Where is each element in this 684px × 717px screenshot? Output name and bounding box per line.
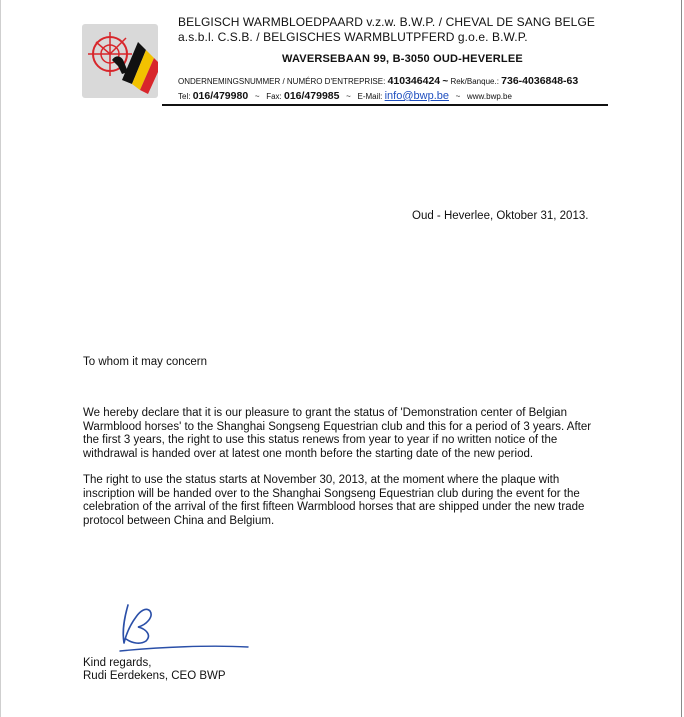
company-number-label: ONDERNEMINGSNUMMER / NUMÉRO D'ENTREPRISE: <box>178 77 386 86</box>
bank-label: Rek/Banque.: <box>450 77 499 86</box>
email-link[interactable]: info@bwp.be <box>384 90 449 102</box>
separator: ~ <box>455 92 461 101</box>
organization-name-line1: BELGISCH WARMBLOEDPAARD v.z.w. B.W.P. / CHEVAL DE SANG BELGE <box>178 15 595 29</box>
letter-date: Oud - Heverlee, Oktober 31, 2013. <box>412 210 589 222</box>
paragraph-1: We hereby declare that it is our pleasure to grant the status of 'Demonstration center of Belgian Warmblood horses' to the Shanghai Songseng Equestrian club and this for a period of 3 years. After the first 3 years, the right to use this status renews from year to year if no written notice of the withdrawal is handed over at latest one month before the starting date of the new period. <box>83 407 592 460</box>
email-label: E-Mail: <box>357 92 383 101</box>
signer-name: Rudi Eerdekens, CEO BWP <box>83 670 226 682</box>
company-number: 410346424 <box>387 75 441 87</box>
page-left-border <box>0 0 1 717</box>
fax-label: Fax: <box>266 92 282 101</box>
bwp-logo <box>82 24 158 98</box>
website: www.bwp.be <box>467 92 512 101</box>
letterhead-divider <box>162 104 608 106</box>
contact-line <box>178 90 512 102</box>
letterhead <box>178 15 608 102</box>
tel-label: Tel: <box>178 92 191 101</box>
separator: ~ <box>254 92 260 101</box>
organization-name-line2: a.s.b.l. C.S.B. / BELGISCHES WARMBLUTPFERD g.o.e. B.W.P. <box>178 30 528 44</box>
fax-number: 016/479985 <box>283 90 340 102</box>
salutation: To whom it may concern <box>83 356 207 368</box>
tel-number: 016/479980 <box>192 90 249 102</box>
organization-address: WAVERSEBAAN 99, B-3050 OUD-HEVERLEE <box>282 53 523 65</box>
registration-line <box>178 75 578 87</box>
bank-number: 736-4036848-63 <box>501 75 579 87</box>
paragraph-2: The right to use the status starts at November 30, 2013, at the moment where the plaque with inscription will be handed over to the Shanghai Songseng Equestrian club during the event for the celebration of the arrival of the first fifteen Warmblood horses that are shipped under the new trade protocol between China and Belgium. <box>83 474 585 527</box>
signature <box>110 595 260 665</box>
page-right-border <box>681 0 682 717</box>
separator: ~ <box>346 92 351 101</box>
closing: Kind regards, <box>83 657 152 669</box>
separator: ~ <box>442 76 449 87</box>
